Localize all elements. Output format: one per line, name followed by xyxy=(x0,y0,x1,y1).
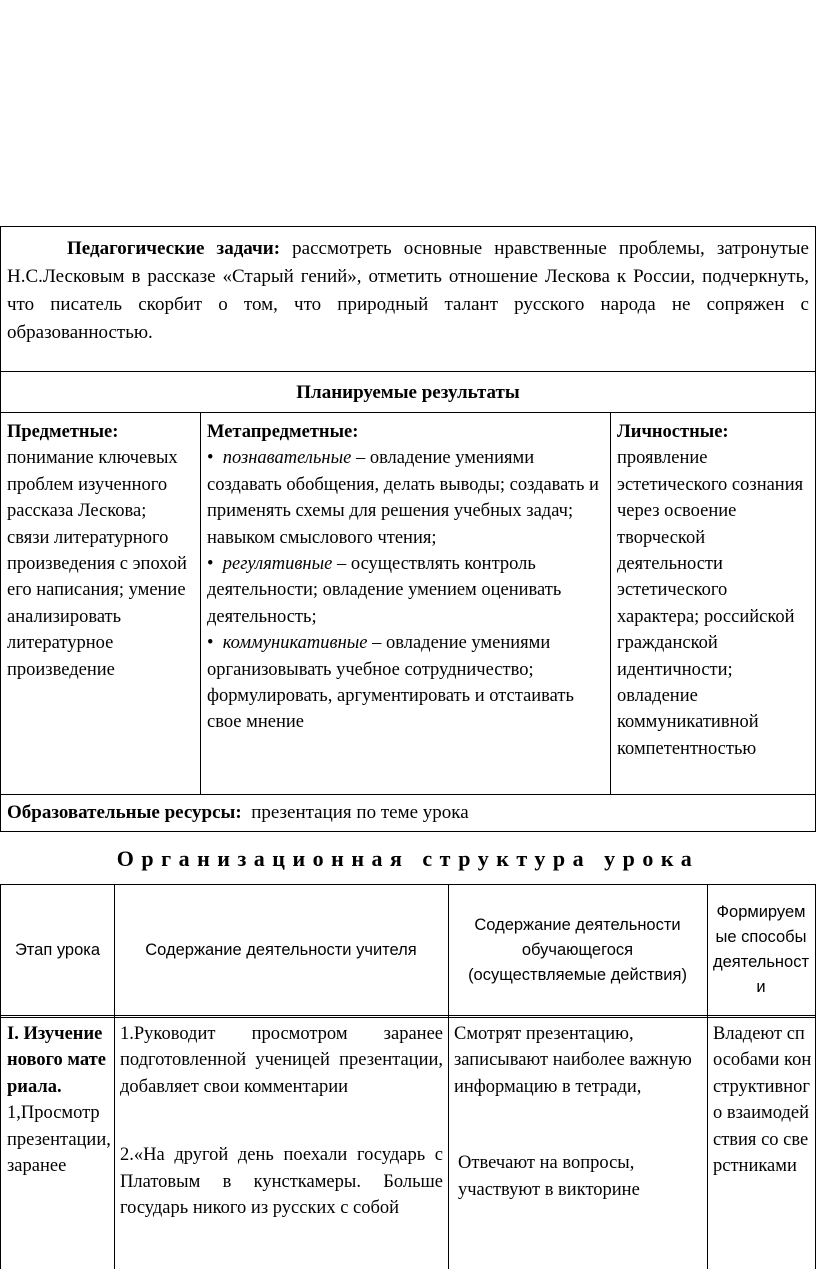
formed-skills-cell: Владеют способами конструктивного взаимодействия со сверстниками xyxy=(713,1024,812,1177)
bullet-icon: • xyxy=(207,554,214,575)
subject-results-label: Предметные: xyxy=(7,422,119,442)
pedagogical-tasks-text: рассмотреть основные нравственные проблемы, затронутые Н.С.Лесковым в рассказе «Старый гений», отметить отношение Лескова к России, подчеркнуть, что писатель скорбит о том, что природный талант русского народа не сопряжен с образованностью. xyxy=(7,238,809,343)
personal-results-label: Личностные: xyxy=(617,422,729,442)
stage-sub: 1,Просмотр презентации, заранее xyxy=(7,1103,111,1177)
planned-results-heading: Планируемые результаты xyxy=(1,372,815,413)
pedagogical-tasks xyxy=(1,227,815,372)
meta-text: – овладение умениями организовывать учебное сотрудничество; формулировать, аргументировать и отстаивать свое мнение xyxy=(207,633,574,733)
bullet-icon: • xyxy=(207,448,214,469)
pedagogical-tasks-label: Педагогические задачи: xyxy=(67,238,281,259)
lesson-plan-table xyxy=(0,226,816,832)
student-activity-1: Смотрят презентацию, записывают наиболее важную информацию в тетради, xyxy=(454,1024,692,1097)
meta-results-cell xyxy=(201,413,611,794)
bullet-icon: • xyxy=(207,633,214,654)
meta-term: регулятивные xyxy=(222,554,333,575)
meta-term: познавательные xyxy=(222,448,352,469)
personal-results-text: проявление эстетического сознания через освоение творческой деятельности эстетического характера; российской гражданской идентичности; овладение коммуникативной компетентностью xyxy=(617,448,804,759)
meta-text: – осуществлять контроль деятельности; овладение умением оценивать деятельность; xyxy=(207,554,562,627)
meta-results-label: Метапредметные: xyxy=(207,422,359,442)
meta-term: коммуникативные xyxy=(222,633,368,654)
resources-label: Образовательные ресурсы: xyxy=(7,802,242,823)
subject-results-text: понимание ключевых проблем изученного рассказа Лескова; связи литературного произведения с эпохой его написания; умение анализировать литературное произведение xyxy=(7,448,187,680)
header-student-activity: Содержание деятельности обучающегося (осуществляемые действия) xyxy=(468,915,687,984)
header-teacher-activity: Содержание деятельности учителя xyxy=(145,940,417,959)
lesson-structure-table xyxy=(0,884,816,1269)
teacher-activity-cell xyxy=(120,1021,443,1221)
student-activity-cell xyxy=(454,1021,702,1203)
org-structure-title: Организационная структура урока xyxy=(116,846,700,871)
stage-title: I. Изучение нового материала. xyxy=(7,1024,106,1097)
teacher-step-1: 1.Руководит просмотром заранее подготовленной ученицей презентации, добавляет свои комментарии xyxy=(120,1024,443,1097)
meta-item xyxy=(207,630,602,736)
stage-cell xyxy=(7,1021,111,1179)
student-activity-2: Отвечают на вопросы, участвуют в викторине xyxy=(458,1153,640,1200)
personal-results-cell xyxy=(611,413,815,794)
header-stage: Этап урока xyxy=(14,940,101,959)
meta-text: – овладение умениями создавать обобщения, делать выводы; создавать и применять схемы для решения учебных задач; навыком смыслового чтения; xyxy=(207,448,599,548)
header-formed-skills: Формируемые способы деятельности xyxy=(712,903,810,996)
meta-item xyxy=(207,445,602,551)
meta-item xyxy=(207,551,602,630)
resources-row xyxy=(1,794,815,831)
teacher-step-2: 2.«На другой день поехали государь с Платовым в кунсткамеры. Больше государь никого из русских с собой xyxy=(120,1145,443,1219)
subject-results-cell xyxy=(1,413,201,794)
resources-text: презентация по теме урока xyxy=(241,802,469,823)
